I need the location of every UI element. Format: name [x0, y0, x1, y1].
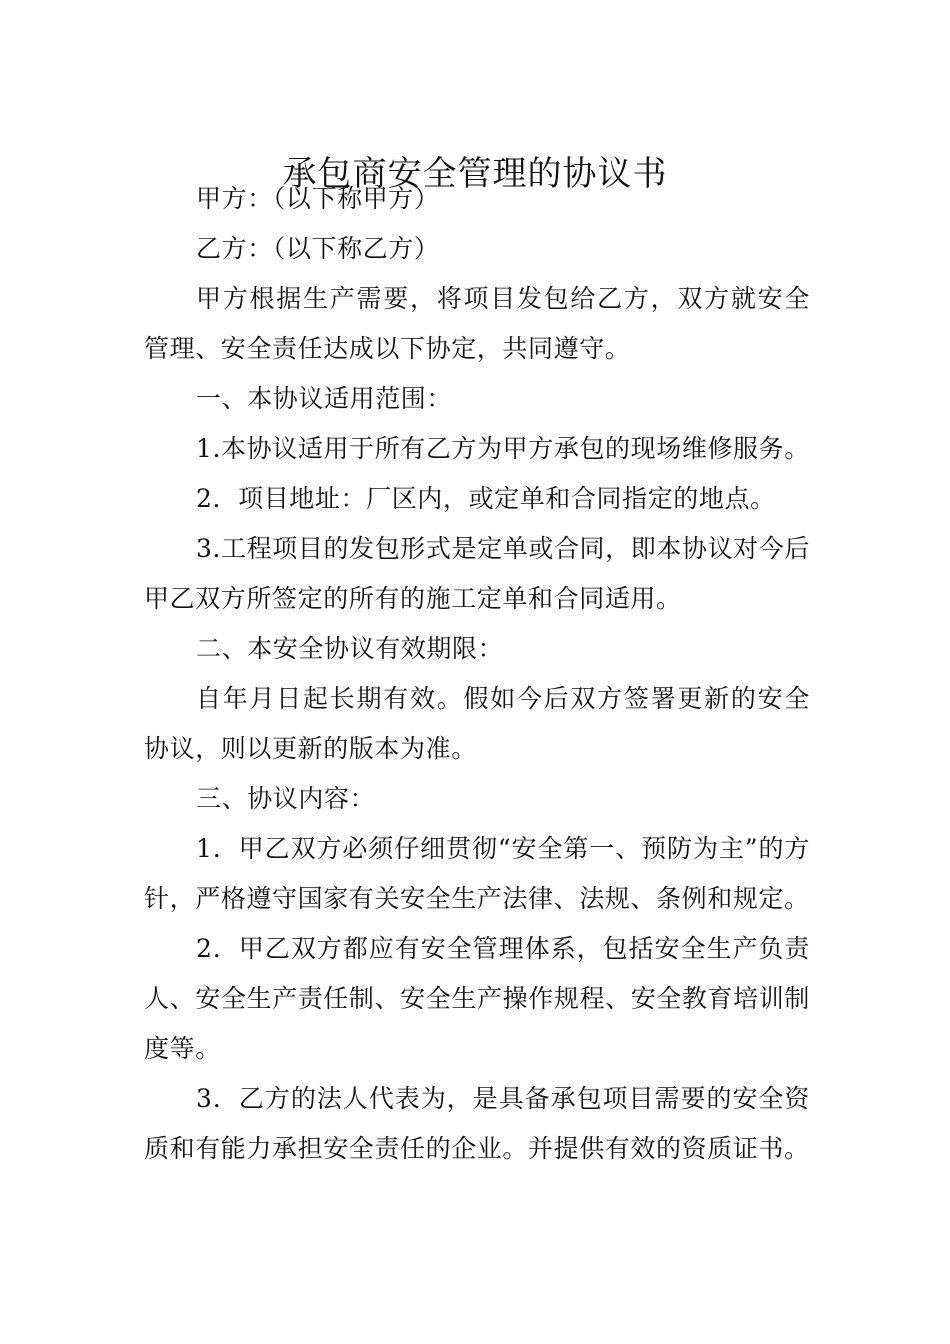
scope-item-3: 3.工程项目的发包形式是定单或合同，即本协议对今后甲乙双方所签定的所有的施工定单和合同适用。 — [144, 534, 810, 613]
party-b-line: 乙方：（以下称乙方） — [196, 234, 440, 263]
scope-item-2: 2．项目地址：厂区内，或定单和合同指定的地点。 — [196, 484, 776, 513]
intro-paragraph: 甲方根据生产需要，将项目发包给乙方，双方就安全管理、安全责任达成以下协定，共同遵守。 — [144, 284, 810, 363]
content-item-3: 3．乙方的法人代表为，是具备承包项目需要的安全资质和有能力承担安全责任的企业。并提供有效的资质证书。 — [144, 1084, 810, 1163]
party-a-line: 甲方：（以下称甲方） — [196, 184, 440, 213]
section-heading-scope: 一、本协议适用范围： — [196, 384, 453, 413]
validity-paragraph: 自年月日起长期有效。假如今后双方签署更新的安全协议，则以更新的版本为准。 — [144, 684, 810, 763]
section-heading-content: 三、协议内容： — [196, 784, 376, 813]
content-item-2: 2．甲乙双方都应有安全管理体系，包括安全生产负责人、安全生产责任制、安全生产操作规程、安全教育培训制度等。 — [144, 934, 810, 1063]
scope-item-1: 1.本协议适用于所有乙方为甲方承包的现场维修服务。 — [196, 434, 810, 463]
content-item-1: 1．甲乙双方必须仔细贯彻“安全第一、预防为主”的方针，严格遵守国家有关安全生产法律、法规、条例和规定。 — [144, 834, 810, 913]
document-title: 承包商安全管理的协议书 — [282, 153, 668, 194]
document-body — [144, 174, 810, 1174]
section-heading-validity: 二、本安全协议有效期限： — [196, 634, 504, 663]
